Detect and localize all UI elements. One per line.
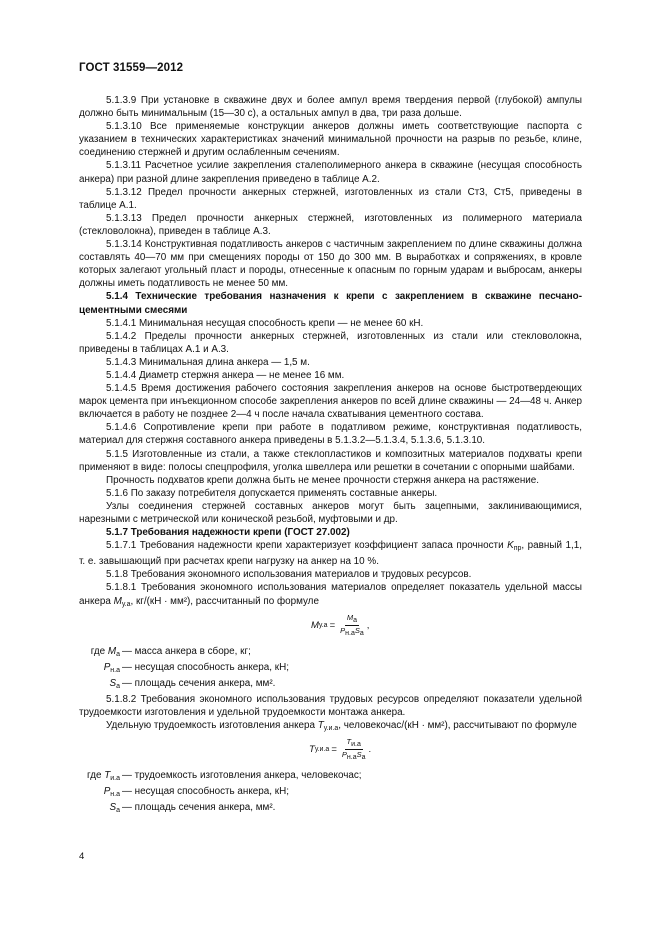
clause-5-1-4-2: 5.1.4.2 Пределы прочности анкерных стержней, изготовленных из стали или стекловолокна, приведены в таблицах А.1 и А.3. bbox=[79, 330, 582, 355]
clause-5-1-5-note: Прочность подхватов крепи должна быть не менее прочности стержня анкера на растяжение. bbox=[106, 474, 540, 486]
document-body bbox=[79, 94, 582, 818]
formula-specific-labor: T у.и.а = $\frac{Tи.а}{\text{Pн.аSа}}$ . bbox=[309, 737, 372, 762]
section-heading-5-1-4: 5.1.4 Технические требования назначения к крепи с закреплением в скважине песчано-цементными смесями bbox=[79, 291, 582, 316]
clause-5-1-3-13: 5.1.3.13 Предел прочности анкерных стержней, изготовленных из полимерного материала (стекловолокна), приведен в таблице А.3. bbox=[79, 212, 582, 237]
legend-formula-2 bbox=[79, 769, 582, 817]
clause-5-1-4-4: 5.1.4.4 Диаметр стержня анкера — не менее 16 мм. bbox=[106, 369, 345, 381]
clause-5-1-8-1: 5.1.8.1 Требования экономного использования материалов определяет показатель удельной массы анкера $M_{у.а}$, кг/(кН · мм²), рассчитанный по формуле bbox=[79, 582, 582, 608]
page-number: 4 bbox=[79, 851, 85, 862]
clause-5-1-4-1: 5.1.4.1 Минимальная несущая способность крепи — не менее 60 кН. bbox=[106, 317, 424, 329]
legend-line: где $T_{и.а}$ — трудоемкость изготовления анкера, человекочас; bbox=[87, 770, 362, 783]
clause-5-1-4-5: 5.1.4.5 Время достижения рабочего состояния закрепления анкеров на основе быстротвердеющих марок цемента при инъекционном способе закрепления анкеров по всей длине скважины — 24—48 ч. Анкер включается в работу не позднее 2—4 ч после начала схватывания цементного состава. bbox=[79, 383, 582, 421]
clause-5-1-3-14: 5.1.3.14 Конструктивная податливость анкеров с частичным закреплением по длине скважины должна составлять 40—70 мм при смещениях породы от 150 до 300 мм. В выработках и сопряжениях, в кровле которых залегают угольный пласт и породы, отнесенные к опасным по горным ударам и выбросам, анкеры должны иметь податливость не менее 50 мм. bbox=[79, 239, 582, 290]
clause-5-1-3-11: 5.1.3.11 Расчетное усилие закрепления сталеполимерного анкера в скважине (несущая способность анкера) при разной длине закрепления приведено в таблице А.2. bbox=[79, 160, 582, 185]
clause-5-1-6-note: Узлы соединения стержней составных анкеров могут быть зацепными, заклинивающимися, нарезными с метрической или конической резьбой, муфтовыми и др. bbox=[79, 500, 582, 525]
clause-5-1-3-9: 5.1.3.9 При установке в скважине двух и более ампул время твердения первой (глубокой) ампулы должно быть минимальным (15—30 с), а остальных ампул в два, три раза дольше. bbox=[79, 95, 582, 120]
clause-5-1-3-10: 5.1.3.10 Все применяемые конструкции анкеров должны иметь соответствующие паспорта с указанием в технических характеристиках значений минимальной прочности на разрыв по резьбе, клине, соединению стержней и другим ослабленным сечениям. bbox=[79, 121, 582, 159]
legend-line: $P_{н.а}$ — несущая способность анкера, кН; bbox=[103, 786, 289, 799]
clause-5-1-8: 5.1.8 Требования экономного использования материалов и трудовых ресурсов. bbox=[106, 569, 472, 581]
clause-5-1-7-1: 5.1.7.1 Требования надежности крепи характеризует коэффициент запаса прочности $K_{пр}$, равный 1,1, т. е. завышающий при расчетах крепи нагрузку на анкер на 10 %. bbox=[79, 540, 582, 568]
clause-5-1-4-6: 5.1.4.6 Сопротивление крепи при работе в податливом режиме, конструктивная податливость, материал для стержня составного анкера приведены в 5.1.3.2—5.1.3.4, 5.1.3.6, 5.1.3.10. bbox=[79, 422, 582, 447]
section-heading-5-1-7: 5.1.7 Требования надежности крепи (ГОСТ 27.002) bbox=[106, 527, 350, 539]
clause-5-1-3-12: 5.1.3.12 Предел прочности анкерных стержней, изготовленных из стали Ст3, Ст5, приведены в таблице А.1. bbox=[79, 186, 582, 211]
legend-line: $S_а$ — площадь сечения анкера, мм². bbox=[109, 677, 276, 690]
document-header: ГОСТ 31559—2012 bbox=[79, 62, 184, 74]
clause-5-1-4-3: 5.1.4.3 Минимальная длина анкера — 1,5 м. bbox=[106, 356, 310, 368]
clause-5-1-8-2-text: Удельную трудоемкость изготовления анкера $T_{у.и.а}$, человекочас/(кН · мм²), рассчитывают по формуле bbox=[106, 720, 577, 733]
clause-5-1-6: 5.1.6 По заказу потребителя допускается применять составные анкеры. bbox=[106, 487, 438, 499]
clause-5-1-5: 5.1.5 Изготовленные из стали, а также стеклопластиков и композитных материалов подхваты крепи применяют в виде: полосы спецпрофиля, уголка швеллера или решетки в сочетании с опорными шайбами. bbox=[79, 448, 582, 473]
formula-specific-mass: M у.а = $\frac{Mа}{\text{Pн.аSа}}$ , bbox=[311, 612, 370, 637]
clause-5-1-8-2: 5.1.8.2 Требования экономного использования трудовых ресурсов определяют показатели удельной трудоемкости изготовления и удельной трудоемкости монтажа анкера. bbox=[79, 693, 582, 719]
legend-line: $P_{н.а}$ — несущая способность анкера, кН; bbox=[103, 661, 289, 674]
legend-formula-1 bbox=[79, 645, 582, 693]
legend-line: $S_а$ — площадь сечения анкера, мм². bbox=[109, 802, 276, 815]
legend-line: где $M_а$ — масса анкера в сборе, кг; bbox=[90, 645, 251, 658]
